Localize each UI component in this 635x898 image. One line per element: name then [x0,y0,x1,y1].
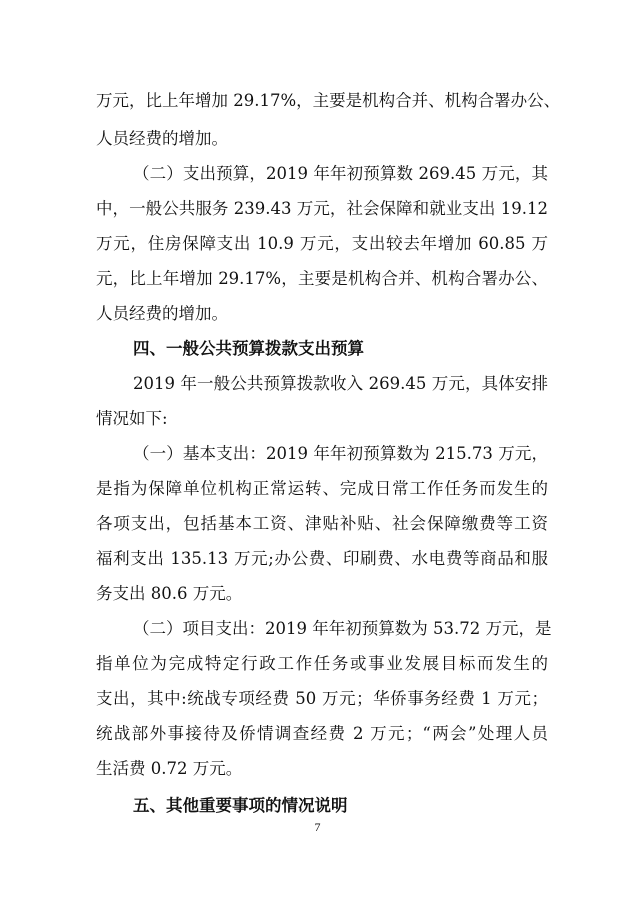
section-heading: 五、其他重要事项的情况说明 [133,796,348,815]
body-line: 万元，住房保障支出 10.9 万元，支出较去年增加 60.85 万 [96,234,548,253]
body-line: （二）支出预算，2019 年年初预算数 269.45 万元，其 [133,164,548,183]
body-line: 生活费 0.72 万元。 [96,759,243,778]
body-line: 支出，其中:统战专项经费 50 万元；华侨事务经费 1 万元； [96,689,548,708]
body-line: 2019 年一般公共预算拨款收入 269.45 万元，具体安排 [133,374,548,393]
page-number: 7 [314,820,321,834]
body-line: 元，比上年增加 29.17%，主要是机构合并、机构合署办公、 [96,269,548,288]
section-heading: 四、一般公共预算拨款支出预算 [133,339,364,358]
body-line: 是指为保障单位机构正常运转、完成日常工作任务而发生的 [96,479,548,498]
body-line: 万元，比上年增加 29.17%，主要是机构合并、机构合署办公、 [96,91,561,110]
body-line: 各项支出，包括基本工资、津贴补贴、社会保障缴费等工资 [96,514,548,533]
body-line: （一）基本支出：2019 年年初预算数为 215.73 万元， [133,444,548,463]
body-line: 务支出 80.6 万元。 [96,584,243,603]
body-line: 人员经费的增加。 [96,129,228,148]
body-line: （二）项目支出：2019 年年初预算数为 53.72 万元，是 [133,619,552,638]
body-line: 统战部外事接待及侨情调查经费 2 万元；“两会”处理人员 [96,724,548,743]
body-line: 情况如下: [96,409,168,428]
body-line: 人员经费的增加。 [96,304,228,323]
body-line: 福利支出 135.13 万元;办公费、印刷费、水电费等商品和服 [96,549,548,568]
body-line: 中，一般公共服务 239.43 万元，社会保障和就业支出 19.12 [96,199,548,218]
body-line: 指单位为完成特定行政工作任务或事业发展目标而发生的 [96,654,548,673]
